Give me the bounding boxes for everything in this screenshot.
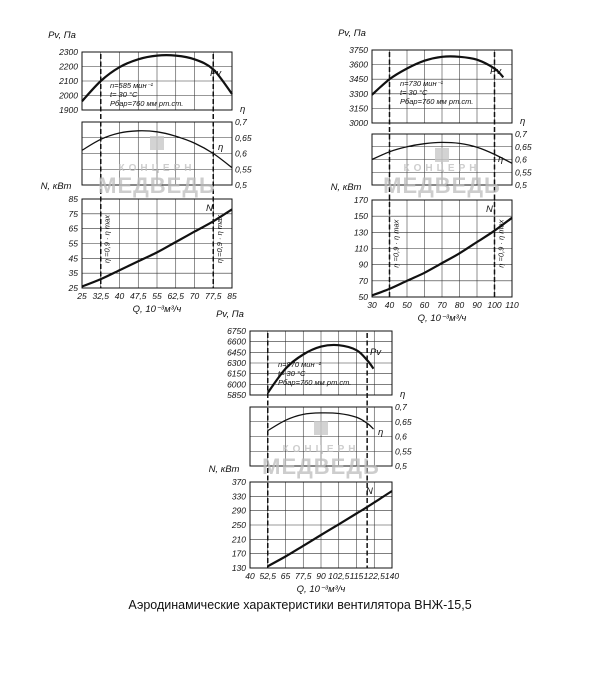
- x-tick-label: 77,5: [204, 291, 222, 301]
- x-tick-label: 85: [227, 291, 237, 301]
- eta-axis-label: η: [520, 116, 526, 127]
- pv-tick-label: 2000: [59, 90, 78, 101]
- eta-tick-label: 0,65: [395, 416, 412, 427]
- figure-caption: Аэродинамические характеристики вентилятора ВНЖ-15,5: [128, 598, 472, 612]
- n-tick-label: 130: [353, 227, 368, 238]
- pv-axis-label: Pv, Па: [338, 28, 366, 39]
- x-tick-label: 40: [384, 300, 395, 310]
- x-tick-label: 140: [384, 571, 400, 581]
- eta-tick-label: 0,65: [235, 132, 252, 143]
- pv-tick-label: 6300: [227, 358, 246, 368]
- chart-3: [209, 309, 412, 595]
- pv-tick-label: 3750: [349, 45, 368, 55]
- n-tick-label: 25: [68, 283, 78, 293]
- n-tick-label: 70: [358, 275, 368, 286]
- x-tick-label: 47,5: [129, 291, 147, 301]
- watermark-text: КОНЦЕРН: [403, 163, 481, 174]
- eta-tick-label: 0,6: [235, 148, 247, 159]
- n-curve: [268, 491, 392, 566]
- n-tick-label: 50: [358, 292, 368, 302]
- n-tick-label: 110: [354, 243, 368, 254]
- chart-2: [331, 28, 532, 324]
- eta-tick-label: 0,55: [515, 167, 532, 178]
- pv-axis-label: Pv, Па: [216, 309, 244, 320]
- eta-tick-label: 0,7: [515, 129, 527, 139]
- watermark-logo: [262, 421, 380, 479]
- watermark-emblem: [150, 136, 164, 150]
- condition-note: Рбар=760 мм рт.ст.: [278, 378, 352, 387]
- pv-tick-label: 6750: [227, 326, 246, 336]
- x-axis-label: Q, 10⁻³м³/ч: [296, 584, 346, 595]
- x-tick-label: 90: [316, 571, 326, 581]
- n-tick-label: 170: [231, 548, 246, 559]
- x-tick-label: 110: [505, 300, 519, 310]
- condition-note: t= 30 °С: [400, 88, 428, 97]
- pv-tick-label: 2300: [59, 47, 78, 57]
- condition-note: n=970 мин⁻¹: [278, 360, 322, 369]
- n-tick-label: 55: [68, 238, 78, 249]
- n-tick-label: 90: [358, 259, 368, 270]
- x-tick-label: 100: [487, 300, 502, 310]
- n-axis-label: N, кВт: [40, 181, 72, 192]
- x-tick-label: 60: [419, 300, 430, 310]
- x-axis-label: Q, 10⁻³м³/ч: [417, 313, 467, 324]
- x-tick-label: 70: [437, 300, 447, 310]
- condition-note: Рбар=760 мм рт.ст.: [400, 97, 474, 106]
- pv-tick-label: 2200: [59, 61, 78, 72]
- pv-curve-label: Pv: [210, 68, 222, 79]
- eta-axis-label: η: [400, 389, 406, 400]
- pv-tick-label: 3000: [349, 118, 368, 128]
- eta-curve-label: η: [498, 154, 504, 165]
- efficiency-limit-label: η =0,9 · η max: [102, 214, 112, 264]
- watermark-emblem: [314, 421, 328, 435]
- n-curve-label: N: [366, 486, 373, 497]
- x-tick-label: 65: [280, 571, 291, 581]
- n-tick-label: 150: [353, 211, 368, 222]
- chart-1: [41, 30, 252, 315]
- x-axis-label: Q, 10⁻³м³/ч: [132, 304, 182, 315]
- pv-curve-label: Pv: [370, 347, 382, 358]
- n-axis-label: N, кВт: [208, 464, 240, 475]
- eta-tick-label: 0,7: [395, 402, 407, 412]
- x-tick-label: 122,5: [363, 571, 385, 581]
- x-tick-label: 80: [454, 300, 465, 310]
- n-tick-label: 330: [231, 491, 246, 502]
- watermark-emblem: [435, 148, 449, 162]
- pv-tick-label: 3600: [349, 59, 368, 70]
- eta-tick-label: 0,7: [235, 117, 247, 127]
- n-tick-label: 170: [353, 195, 368, 205]
- n-tick-label: 65: [68, 223, 78, 234]
- pv-axis-label: Pv, Па: [48, 30, 76, 41]
- efficiency-limit-label: η =0,9 · η max: [496, 219, 506, 268]
- pv-tick-label: 3450: [349, 74, 368, 85]
- watermark-text: КОНЦЕРН: [118, 163, 196, 174]
- pv-tick-label: 6150: [227, 368, 246, 379]
- x-tick-label: 70: [189, 291, 200, 301]
- watermark-text: МЕДВЕДЬ: [383, 173, 501, 198]
- n-tick-label: 85: [68, 194, 78, 204]
- condition-note: t= 30 °С: [278, 369, 306, 378]
- x-tick-label: 55: [152, 291, 162, 301]
- eta-curve-label: η: [218, 142, 224, 153]
- eta-tick-label: 0,55: [235, 164, 252, 175]
- x-tick-label: 40: [114, 291, 125, 301]
- eta-axis-label: η: [240, 104, 246, 115]
- watermark-text: КОНЦЕРН: [282, 444, 360, 455]
- watermark-text: МЕДВЕДЬ: [262, 454, 380, 479]
- eta-tick-label: 0,5: [515, 180, 527, 190]
- pv-curve-label: Pv: [490, 66, 502, 77]
- eta-tick-label: 0,6: [395, 431, 407, 442]
- pv-tick-label: 2100: [59, 76, 78, 86]
- watermark-logo: [383, 148, 504, 198]
- condition-note: t= 30 °С: [110, 90, 138, 99]
- efficiency-limit-label: η =0,9 · η max: [391, 219, 401, 268]
- x-tick-label: 25: [77, 291, 87, 301]
- n-tick-label: 250: [231, 520, 246, 530]
- pv-tick-label: 5850: [227, 390, 246, 400]
- x-tick-label: 52,5: [259, 571, 277, 581]
- pv-tick-label: 1900: [59, 105, 78, 115]
- eta-tick-label: 0,65: [515, 141, 532, 152]
- n-curve-label: N: [206, 203, 213, 214]
- n-curve-label: N: [486, 204, 493, 215]
- watermark-text: МЕДВЕДЬ: [98, 173, 216, 198]
- x-tick-label: 115: [349, 571, 364, 581]
- pv-tick-label: 6450: [227, 347, 246, 358]
- condition-note: n=585 мин⁻¹: [110, 81, 154, 90]
- pv-curve: [372, 56, 503, 94]
- x-tick-label: 50: [402, 300, 412, 310]
- condition-note: n=730 мин⁻¹: [400, 79, 444, 88]
- eta-tick-label: 0,5: [395, 461, 407, 471]
- x-tick-label: 30: [367, 300, 377, 310]
- eta-tick-label: 0,6: [515, 154, 527, 165]
- n-tick-label: 130: [231, 563, 246, 573]
- x-tick-label: 62,5: [167, 291, 185, 301]
- n-tick-label: 370: [231, 477, 246, 487]
- x-tick-label: 40: [245, 571, 255, 581]
- eta-tick-label: 0,5: [235, 180, 247, 190]
- n-tick-label: 210: [231, 534, 246, 545]
- pv-tick-label: 6600: [227, 336, 246, 347]
- eta-tick-label: 0,55: [395, 446, 412, 457]
- pv-tick-label: 3300: [349, 88, 368, 99]
- x-tick-label: 32,5: [92, 291, 110, 301]
- n-tick-label: 290: [231, 505, 246, 516]
- n-tick-label: 75: [68, 208, 78, 219]
- pv-tick-label: 6000: [227, 379, 246, 390]
- efficiency-limit-label: η =0,9 · η max: [215, 214, 225, 264]
- condition-note: Рбар=760 мм рт.ст.: [110, 99, 184, 108]
- x-tick-label: 102,5: [328, 571, 350, 581]
- n-axis-label: N, кВт: [330, 182, 362, 193]
- n-tick-label: 45: [68, 253, 78, 264]
- x-tick-label: 90: [472, 300, 482, 310]
- n-tick-label: 35: [68, 268, 78, 279]
- eta-curve-label: η: [378, 427, 384, 438]
- pv-tick-label: 3150: [349, 103, 368, 114]
- x-tick-label: 77,5: [294, 571, 312, 581]
